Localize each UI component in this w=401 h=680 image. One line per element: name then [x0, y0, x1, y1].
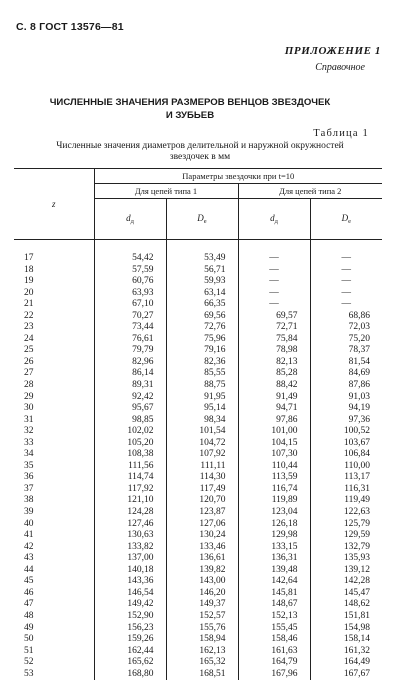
- d-symbol: d: [270, 213, 275, 223]
- cell-D-type1: 139,82: [166, 565, 238, 577]
- cell-D-type1: 95,14: [166, 403, 238, 415]
- table-row: [14, 334, 382, 346]
- cell-D-type1: 91,95: [166, 392, 238, 404]
- cell-d-type2: 155,45: [238, 623, 310, 635]
- cell-d-type2: 78,98: [238, 345, 310, 357]
- cell-d-type2: 161,63: [238, 646, 310, 658]
- cell-D-type1: 82,36: [166, 357, 238, 369]
- table-row: [14, 472, 382, 484]
- cell-d-type2: 75,84: [238, 334, 310, 346]
- table-row: [14, 426, 382, 438]
- cell-D-type2: 78,37: [310, 345, 382, 357]
- table-row: [14, 519, 382, 531]
- cell-D-type2: —: [310, 265, 382, 277]
- cell-D-type1: 149,37: [166, 599, 238, 611]
- cell-d-type2: —: [238, 276, 310, 288]
- cell-d-type1: 76,61: [94, 334, 166, 346]
- cell-d-type2: 82,13: [238, 357, 310, 369]
- cell-D-type2: 91,03: [310, 392, 382, 404]
- cell-D-type2: 119,49: [310, 495, 382, 507]
- cell-d-type2: 116,74: [238, 484, 310, 496]
- cell-z: 30: [14, 403, 94, 415]
- cell-D-type1: 143,00: [166, 576, 238, 588]
- cell-d-type2: 126,18: [238, 519, 310, 531]
- cell-D-type1: 85,55: [166, 368, 238, 380]
- cell-D-type1: 133,46: [166, 542, 238, 554]
- cell-D-type1: 88,75: [166, 380, 238, 392]
- table-row: [14, 623, 382, 635]
- cell-d-type1: 162,44: [94, 646, 166, 658]
- cell-d-type2: 104,15: [238, 438, 310, 450]
- cell-d-type2: 148,67: [238, 599, 310, 611]
- cell-D-type1: 127,06: [166, 519, 238, 531]
- cell-D-type1: 146,20: [166, 588, 238, 600]
- page-header: С. 8 ГОСТ 13576—81: [16, 21, 124, 33]
- table-row: [14, 288, 382, 300]
- cell-D-type2: —: [310, 276, 382, 288]
- cell-z: 41: [14, 530, 94, 542]
- table-body: [14, 240, 382, 680]
- cell-z: 39: [14, 507, 94, 519]
- cell-D-type2: —: [310, 299, 382, 311]
- cell-z: 42: [14, 542, 94, 554]
- section-title: [40, 96, 340, 122]
- cell-z: 29: [14, 392, 94, 404]
- table-caption-line2: звездочек в мм: [40, 152, 360, 163]
- table-row: [14, 599, 382, 611]
- cell-D-type2: 116,31: [310, 484, 382, 496]
- cell-d-type1: 63,93: [94, 288, 166, 300]
- cell-d-type2: 119,89: [238, 495, 310, 507]
- cell-z: 35: [14, 461, 94, 473]
- table-row: [14, 530, 382, 542]
- cell-d-type1: 95,67: [94, 403, 166, 415]
- cell-d-type2: 85,28: [238, 368, 310, 380]
- cell-d-type1: 105,20: [94, 438, 166, 450]
- cell-z: 20: [14, 288, 94, 300]
- diameter-table: [14, 168, 382, 680]
- table-row: [14, 403, 382, 415]
- table-row: [14, 276, 382, 288]
- cell-d-type2: 129,98: [238, 530, 310, 542]
- table-row: [14, 311, 382, 323]
- cell-z: 51: [14, 646, 94, 658]
- cell-d-type2: 139,48: [238, 565, 310, 577]
- cell-d-type2: 158,46: [238, 634, 310, 646]
- cell-z: 37: [14, 484, 94, 496]
- table-row: [14, 634, 382, 646]
- cell-D-type2: —: [310, 240, 382, 265]
- cell-d-type2: 133,15: [238, 542, 310, 554]
- cell-z: 17: [14, 240, 94, 265]
- cell-d-type1: 92,42: [94, 392, 166, 404]
- cell-d-type1: 108,38: [94, 449, 166, 461]
- cell-d-type2: 101,00: [238, 426, 310, 438]
- cell-d-type2: —: [238, 240, 310, 265]
- z-column-header: z: [14, 169, 94, 240]
- cell-D-type1: 165,32: [166, 657, 238, 669]
- cell-D-type2: 97,36: [310, 415, 382, 427]
- cell-d-type1: 86,14: [94, 368, 166, 380]
- cell-D-type2: 75,20: [310, 334, 382, 346]
- cell-D-type1: 168,51: [166, 669, 238, 680]
- cell-d-type1: 102,02: [94, 426, 166, 438]
- cell-D-type1: 104,72: [166, 438, 238, 450]
- type1-header: Для цепей типа 1: [94, 184, 238, 199]
- cell-D-type1: 56,71: [166, 265, 238, 277]
- cell-D-type2: 94,19: [310, 403, 382, 415]
- cell-D-type1: 155,76: [166, 623, 238, 635]
- cell-d-type1: 152,90: [94, 611, 166, 623]
- d-symbol: d: [126, 213, 131, 223]
- table-row: [14, 449, 382, 461]
- d-subscript: д: [275, 218, 278, 225]
- table-row: [14, 265, 382, 277]
- cell-z: 38: [14, 495, 94, 507]
- table-caption: [40, 141, 360, 163]
- cell-D-type2: 103,67: [310, 438, 382, 450]
- cell-d-type1: 67,10: [94, 299, 166, 311]
- cell-d-type2: 152,13: [238, 611, 310, 623]
- d-subscript: д: [131, 218, 134, 225]
- table-row: [14, 392, 382, 404]
- table-row: [14, 507, 382, 519]
- cell-D-type2: 164,49: [310, 657, 382, 669]
- cell-z: 26: [14, 357, 94, 369]
- cell-z: 23: [14, 322, 94, 334]
- cell-D-type2: 68,86: [310, 311, 382, 323]
- cell-D-type2: 87,86: [310, 380, 382, 392]
- d-header-type2: [238, 199, 310, 240]
- cell-D-type2: 84,69: [310, 368, 382, 380]
- params-header: Параметры звездочки при t=10: [94, 169, 382, 184]
- D-header-type2: [310, 199, 382, 240]
- cell-D-type1: 53,49: [166, 240, 238, 265]
- cell-d-type1: 124,28: [94, 507, 166, 519]
- cell-D-type2: 125,79: [310, 519, 382, 531]
- cell-d-type1: 168,80: [94, 669, 166, 680]
- table-label: Таблица 1: [313, 128, 369, 139]
- cell-D-type2: 167,67: [310, 669, 382, 680]
- table-row: [14, 322, 382, 334]
- cell-D-type1: 152,57: [166, 611, 238, 623]
- cell-D-type2: 122,63: [310, 507, 382, 519]
- cell-d-type2: 113,59: [238, 472, 310, 484]
- cell-d-type2: 69,57: [238, 311, 310, 323]
- cell-D-type2: 161,32: [310, 646, 382, 658]
- table-row: [14, 368, 382, 380]
- cell-d-type2: 72,71: [238, 322, 310, 334]
- cell-D-type1: 59,93: [166, 276, 238, 288]
- cell-d-type2: 91,49: [238, 392, 310, 404]
- cell-d-type1: 130,63: [94, 530, 166, 542]
- cell-d-type1: 98,85: [94, 415, 166, 427]
- cell-z: 52: [14, 657, 94, 669]
- cell-D-type1: 114,30: [166, 472, 238, 484]
- cell-D-type2: 113,17: [310, 472, 382, 484]
- cell-d-type1: 137,00: [94, 553, 166, 565]
- cell-z: 27: [14, 368, 94, 380]
- cell-D-type1: 158,94: [166, 634, 238, 646]
- cell-D-type1: 66,35: [166, 299, 238, 311]
- cell-D-type2: —: [310, 288, 382, 300]
- cell-z: 48: [14, 611, 94, 623]
- cell-D-type1: 111,11: [166, 461, 238, 473]
- cell-D-type2: 139,12: [310, 565, 382, 577]
- section-title-line1: ЧИСЛЕННЫЕ ЗНАЧЕНИЯ РАЗМЕРОВ ВЕНЦОВ ЗВЕЗДОЧЕК: [40, 96, 340, 109]
- table-row: [14, 588, 382, 600]
- cell-z: 36: [14, 472, 94, 484]
- cell-z: 25: [14, 345, 94, 357]
- cell-z: 46: [14, 588, 94, 600]
- table-row: [14, 345, 382, 357]
- appendix-title: ПРИЛОЖЕНИЕ 1: [285, 45, 381, 57]
- cell-D-type1: 101,54: [166, 426, 238, 438]
- cell-D-type2: 106,84: [310, 449, 382, 461]
- cell-D-type2: 100,52: [310, 426, 382, 438]
- cell-d-type1: 114,74: [94, 472, 166, 484]
- table-row: [14, 565, 382, 577]
- cell-z: 24: [14, 334, 94, 346]
- cell-D-type2: 158,14: [310, 634, 382, 646]
- cell-z: 50: [14, 634, 94, 646]
- cell-d-type2: 97,86: [238, 415, 310, 427]
- cell-D-type2: 151,81: [310, 611, 382, 623]
- type2-header: Для цепей типа 2: [238, 184, 382, 199]
- cell-d-type2: 110,44: [238, 461, 310, 473]
- cell-D-type2: 154,98: [310, 623, 382, 635]
- table-row: [14, 669, 382, 680]
- cell-d-type1: 111,56: [94, 461, 166, 473]
- cell-d-type1: 127,46: [94, 519, 166, 531]
- table-row: [14, 495, 382, 507]
- cell-z: 22: [14, 311, 94, 323]
- cell-z: 21: [14, 299, 94, 311]
- cell-D-type1: 63,14: [166, 288, 238, 300]
- cell-D-type1: 75,96: [166, 334, 238, 346]
- cell-z: 34: [14, 449, 94, 461]
- cell-D-type1: 117,49: [166, 484, 238, 496]
- cell-d-type1: 82,96: [94, 357, 166, 369]
- table-row: [14, 357, 382, 369]
- cell-d-type2: 94,71: [238, 403, 310, 415]
- cell-z: 33: [14, 438, 94, 450]
- cell-z: 28: [14, 380, 94, 392]
- cell-d-type1: 117,92: [94, 484, 166, 496]
- cell-z: 40: [14, 519, 94, 531]
- table-row: [14, 576, 382, 588]
- cell-d-type1: 146,54: [94, 588, 166, 600]
- cell-D-type2: 132,79: [310, 542, 382, 554]
- cell-d-type2: 142,64: [238, 576, 310, 588]
- cell-d-type1: 133,82: [94, 542, 166, 554]
- cell-d-type1: 79,79: [94, 345, 166, 357]
- cell-z: 43: [14, 553, 94, 565]
- D-header-type1: [166, 199, 238, 240]
- cell-D-type1: 136,61: [166, 553, 238, 565]
- table-row: [14, 299, 382, 311]
- cell-D-type1: 130,24: [166, 530, 238, 542]
- cell-d-type1: 159,26: [94, 634, 166, 646]
- cell-D-type1: 107,92: [166, 449, 238, 461]
- cell-D-type2: 148,62: [310, 599, 382, 611]
- cell-z: 19: [14, 276, 94, 288]
- cell-d-type1: 57,59: [94, 265, 166, 277]
- cell-D-type2: 142,28: [310, 576, 382, 588]
- section-title-line2: И ЗУБЬЕВ: [40, 109, 340, 122]
- D-symbol: D: [342, 213, 349, 223]
- cell-d-type1: 143,36: [94, 576, 166, 588]
- cell-D-type2: 81,54: [310, 357, 382, 369]
- table-caption-line1: Численные значения диаметров делительной и наружной окружностей: [40, 141, 360, 152]
- D-subscript: e: [204, 218, 207, 225]
- cell-d-type2: 164,79: [238, 657, 310, 669]
- table-row: [14, 461, 382, 473]
- cell-d-type1: 60,76: [94, 276, 166, 288]
- cell-z: 53: [14, 669, 94, 680]
- cell-D-type1: 98,34: [166, 415, 238, 427]
- cell-d-type2: 167,96: [238, 669, 310, 680]
- cell-d-type2: 136,31: [238, 553, 310, 565]
- cell-d-type2: 123,04: [238, 507, 310, 519]
- table-row: [14, 646, 382, 658]
- D-symbol: D: [197, 213, 204, 223]
- cell-d-type1: 54,42: [94, 240, 166, 265]
- cell-z: 44: [14, 565, 94, 577]
- table-row: [14, 553, 382, 565]
- d-header-type1: [94, 199, 166, 240]
- cell-z: 18: [14, 265, 94, 277]
- table-row: [14, 542, 382, 554]
- cell-D-type1: 162,13: [166, 646, 238, 658]
- cell-z: 49: [14, 623, 94, 635]
- cell-D-type1: 79,16: [166, 345, 238, 357]
- cell-d-type1: 165,62: [94, 657, 166, 669]
- cell-D-type1: 69,56: [166, 311, 238, 323]
- table-row: [14, 611, 382, 623]
- cell-d-type1: 156,23: [94, 623, 166, 635]
- table-row: [14, 240, 382, 265]
- cell-z: 31: [14, 415, 94, 427]
- table-row: [14, 380, 382, 392]
- cell-d-type2: —: [238, 265, 310, 277]
- cell-d-type1: 89,31: [94, 380, 166, 392]
- cell-d-type2: 145,81: [238, 588, 310, 600]
- table-row: [14, 415, 382, 427]
- cell-d-type1: 149,42: [94, 599, 166, 611]
- cell-d-type2: 107,30: [238, 449, 310, 461]
- cell-z: 45: [14, 576, 94, 588]
- cell-D-type2: 129,59: [310, 530, 382, 542]
- cell-D-type1: 120,70: [166, 495, 238, 507]
- cell-D-type2: 72,03: [310, 322, 382, 334]
- cell-d-type2: 88,42: [238, 380, 310, 392]
- cell-d-type2: —: [238, 288, 310, 300]
- appendix-subtitle: Справочное: [315, 62, 365, 73]
- table-head: [14, 169, 382, 240]
- D-subscript: e: [348, 218, 351, 225]
- cell-D-type2: 145,47: [310, 588, 382, 600]
- cell-d-type1: 140,18: [94, 565, 166, 577]
- cell-d-type1: 73,44: [94, 322, 166, 334]
- cell-z: 47: [14, 599, 94, 611]
- cell-D-type1: 72,76: [166, 322, 238, 334]
- table-row: [14, 657, 382, 669]
- cell-d-type1: 121,10: [94, 495, 166, 507]
- table-row: [14, 484, 382, 496]
- cell-D-type1: 123,87: [166, 507, 238, 519]
- cell-d-type1: 70,27: [94, 311, 166, 323]
- table-row: [14, 438, 382, 450]
- cell-D-type2: 110,00: [310, 461, 382, 473]
- cell-d-type2: —: [238, 299, 310, 311]
- cell-z: 32: [14, 426, 94, 438]
- cell-D-type2: 135,93: [310, 553, 382, 565]
